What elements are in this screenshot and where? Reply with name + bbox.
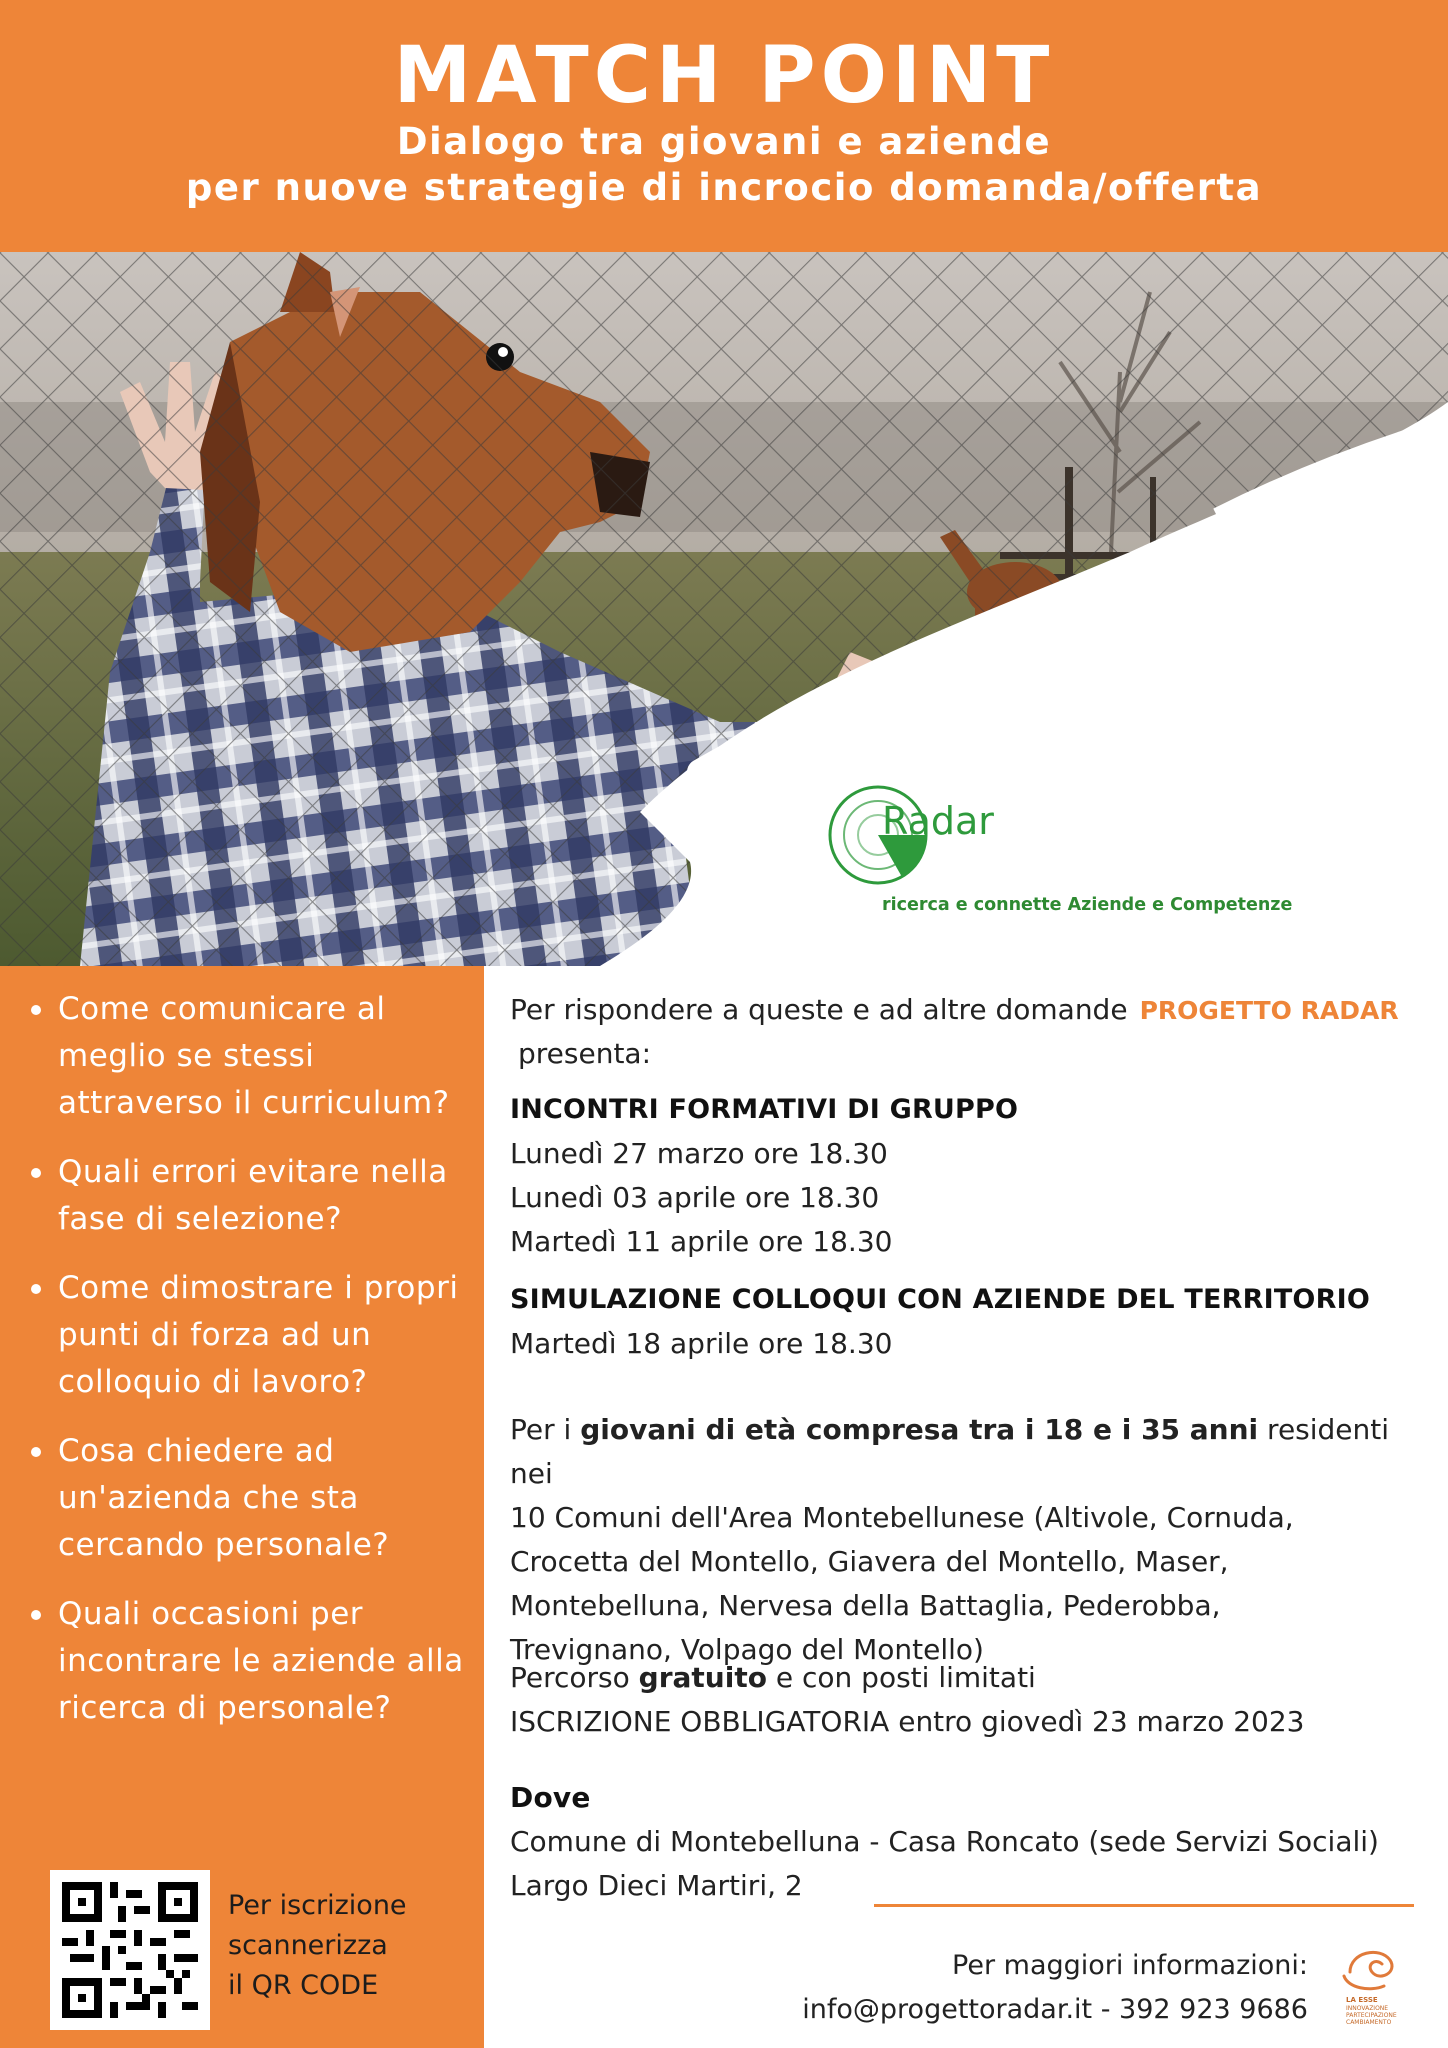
radar-logo [820, 777, 1293, 927]
simulazione-heading: SIMULAZIONE COLLOQUI CON AZIENDE DEL TERRITORIO [510, 1284, 1370, 1315]
la-esse-spiral-icon [1340, 1932, 1414, 1994]
question-item: Come dimostrare i propri punti di forza ad un colloquio di lavoro? [26, 1265, 466, 1406]
incontri-date: Lunedì 03 aprile ore 18.30 [510, 1181, 880, 1214]
question-item: Quali occasioni per incontrare le aziende alla ricerca di personale? [26, 1591, 466, 1732]
dove-line-1: Comune di Montebelluna - Casa Roncato (sede Servizi Sociali) [510, 1825, 1379, 1858]
radar-logo-wordmark: Radar [882, 799, 994, 843]
questions-list [26, 986, 466, 1754]
incontri-date: Martedì 11 aprile ore 18.30 [510, 1225, 893, 1258]
project-label: PROGETTO RADAR [1139, 996, 1399, 1025]
simulazione-date: Martedì 18 aprile ore 18.30 [510, 1327, 893, 1360]
target-section [510, 1408, 1430, 1672]
simulazione-section [510, 1278, 1430, 1366]
contact-info [802, 1944, 1308, 2032]
footer-divider [874, 1904, 1414, 1907]
incontri-heading: INCONTRI FORMATIVI DI GRUPPO [510, 1094, 1019, 1125]
question-item: Quali errori evitare nella fase di selezione? [26, 1149, 466, 1243]
intro-line [510, 988, 1430, 1033]
header-banner [0, 0, 1448, 252]
percorso-section [510, 1656, 1430, 1744]
incontri-date: Lunedì 27 marzo ore 18.30 [510, 1137, 888, 1170]
page-title: MATCH POINT [393, 31, 1055, 121]
la-esse-tagline: INNOVAZIONE PARTECIPAZIONE CAMBIAMENTO [1346, 2005, 1397, 2026]
target-line-1: Per i giovani di età compresa tra i 18 e i 35 anni residenti nei [510, 1413, 1390, 1490]
intro-text: Per rispondere a queste e ad altre domande [510, 993, 1128, 1026]
target-line-2: 10 Comuni dell'Area Montebellunese (Altivole, Cornuda, [510, 1501, 1294, 1534]
qr-code-icon [62, 1882, 198, 2018]
iscrizione-line: ISCRIZIONE OBBLIGATORIA entro giovedì 23 marzo 2023 [510, 1705, 1305, 1738]
dove-section [510, 1776, 1430, 1908]
target-line-3: Crocetta del Montello, Giavera del Montello, Maser, [510, 1545, 1229, 1578]
incontri-section [510, 1088, 1430, 1264]
qr-code[interactable] [50, 1870, 210, 2030]
la-esse-name: LA ESSE [1346, 1996, 1378, 2004]
question-item: Cosa chiedere ad un'azienda che sta cercando personale? [26, 1428, 466, 1569]
subtitle-line-1: Dialogo tra giovani e aziende [396, 120, 1052, 163]
target-line-5: Trevignano, Volpago del Montello) [510, 1633, 984, 1666]
questions-panel [0, 966, 484, 2048]
question-item: Come comunicare al meglio se stessi attraverso il curriculum? [26, 986, 466, 1127]
target-line-4: Montebelluna, Nervesa della Battaglia, Pederobba, [510, 1589, 1221, 1622]
contact-email-phone[interactable]: info@progettoradar.it - 392 923 9686 [802, 1994, 1308, 2025]
presenta-text: presenta: [518, 1037, 652, 1070]
dove-heading: Dove [510, 1781, 591, 1814]
la-esse-logo [1340, 1932, 1414, 2032]
dove-line-2: Largo Dieci Martiri, 2 [510, 1869, 803, 1902]
contact-label: Per maggiori informazioni: [952, 1950, 1308, 1981]
hero-photo [0, 252, 1448, 966]
percorso-line: Percorso gratuito e con posti limitati [510, 1661, 1036, 1694]
qr-caption: Per iscrizione scannerizza il QR CODE [228, 1890, 407, 2001]
subtitle-line-2: per nuove strategie di incrocio domanda/offerta [185, 166, 1263, 209]
radar-logo-tagline: ricerca e connette Aziende e Competenze [882, 895, 1293, 915]
